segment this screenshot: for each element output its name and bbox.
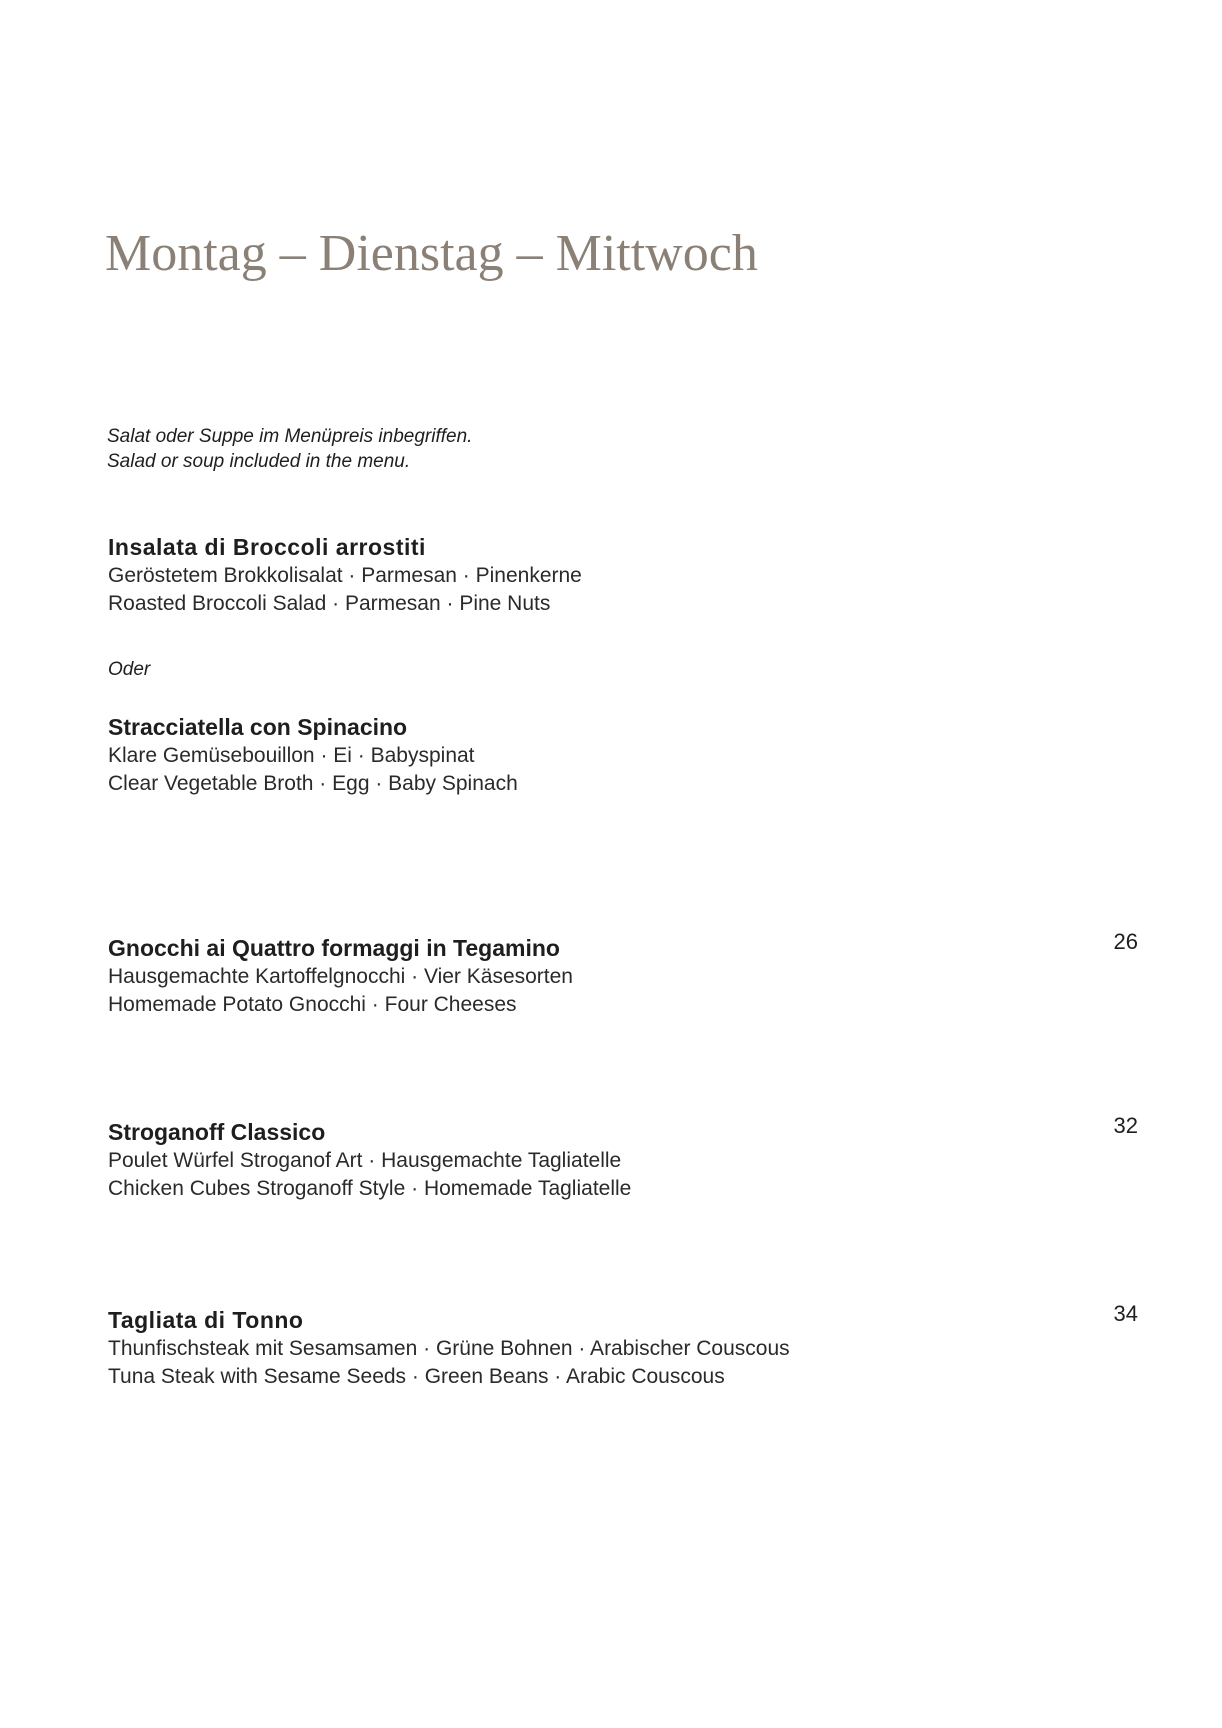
dish-name: Tagliata di Tonno bbox=[108, 1307, 304, 1333]
dish-description-english: Tuna Steak with Sesame Seeds · Green Beans · Arabic Couscous bbox=[108, 1365, 725, 1388]
dish-description-german: Geröstetem Brokkolisalat · Parmesan · Pinenkerne bbox=[108, 564, 582, 587]
dish-name: Insalata di Broccoli arrostiti bbox=[108, 534, 426, 560]
menu-note-german: Salat oder Suppe im Menüpreis inbegriffen. bbox=[107, 426, 473, 447]
dish-description-german: Klare Gemüsebouillon · Ei · Babyspinat bbox=[108, 744, 475, 767]
main-item bbox=[108, 1113, 1138, 1203]
main-item bbox=[108, 929, 1138, 1019]
dish-price: 32 bbox=[1113, 1113, 1138, 1138]
dish-description-german: Hausgemachte Kartoffelgnocchi · Vier Käsesorten bbox=[108, 965, 573, 988]
starter-item bbox=[108, 712, 1138, 798]
dish-name: Gnocchi ai Quattro formaggi in Tegamino bbox=[108, 935, 560, 961]
main-item bbox=[108, 1301, 1138, 1391]
dish-price: 34 bbox=[1113, 1301, 1138, 1326]
page-title: Montag – Dienstag – Mittwoch bbox=[105, 225, 758, 282]
dish-description-english: Homemade Potato Gnocchi · Four Cheeses bbox=[108, 993, 517, 1016]
dish-description-german: Poulet Würfel Stroganof Art · Hausgemachte Tagliatelle bbox=[108, 1149, 622, 1172]
dish-description-german: Thunfischsteak mit Sesamsamen · Grüne Bohnen · Arabischer Couscous bbox=[108, 1337, 790, 1360]
menu-note bbox=[107, 424, 472, 474]
dish-description-english: Clear Vegetable Broth · Egg · Baby Spinach bbox=[108, 772, 518, 795]
dish-description-english: Chicken Cubes Stroganoff Style · Homemade Tagliatelle bbox=[108, 1177, 632, 1200]
dish-name: Stracciatella con Spinacino bbox=[108, 714, 408, 740]
or-label: Oder bbox=[108, 659, 151, 680]
dish-name: Stroganoff Classico bbox=[108, 1119, 326, 1145]
dish-price: 26 bbox=[1113, 929, 1138, 954]
menu-note-english: Salad or soup included in the menu. bbox=[107, 451, 411, 472]
starter-item bbox=[108, 532, 1138, 618]
dish-description-english: Roasted Broccoli Salad · Parmesan · Pine Nuts bbox=[108, 592, 551, 615]
